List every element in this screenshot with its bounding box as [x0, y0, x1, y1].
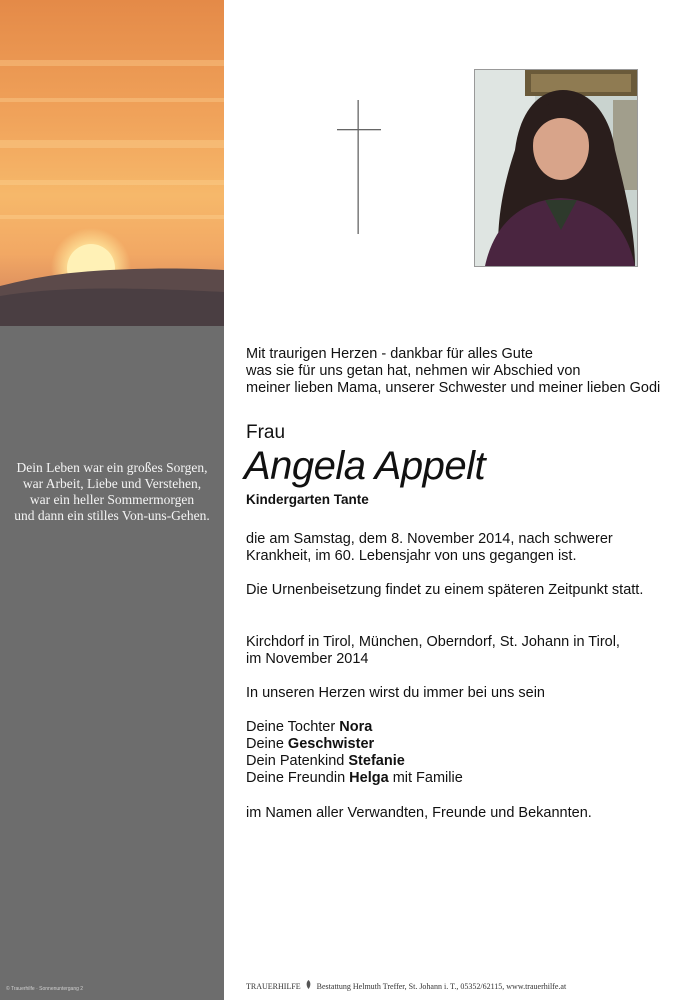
death-notice-line: die am Samstag, dem 8. November 2014, nach schwerer — [246, 531, 613, 547]
memory-text: In unseren Herzen wirst du immer bei uns sein — [246, 685, 545, 701]
intro-line: was sie für uns getan hat, nehmen wir Abschied von — [246, 363, 581, 379]
sunset-image — [0, 0, 224, 326]
portrait-photo — [474, 69, 638, 267]
deceased-name: Angela Appelt — [244, 444, 486, 488]
intro-line: meiner lieben Mama, unserer Schwester und meiner lieben Godi — [246, 380, 661, 396]
mourners-list — [246, 719, 463, 787]
intro-line: Mit traurigen Herzen - dankbar für alles Gute — [246, 346, 533, 362]
death-notice — [246, 531, 613, 565]
leaf-icon — [305, 980, 312, 991]
mourner-line: Deine Geschwister — [246, 736, 375, 752]
poem-line: war ein heller Sommermorgen — [29, 492, 195, 507]
intro-text — [246, 346, 660, 397]
places-line: Kirchdorf in Tirol, München, Oberndorf, St. Johann in Tirol, — [246, 634, 620, 650]
closing-line — [246, 805, 592, 822]
sidebar-panel — [0, 0, 224, 1000]
poem-line: und dann ein stilles Von-uns-Gehen. — [14, 508, 210, 523]
mourner-line: Dein Patenkind Stefanie — [246, 753, 405, 769]
mourner-line: Deine Tochter Nora — [246, 719, 373, 735]
image-credit: © Trauerhilfe · Sonnenuntergang 2 — [6, 986, 84, 992]
cross-icon — [337, 100, 381, 234]
salutation: Frau — [246, 422, 286, 443]
footer — [246, 980, 566, 991]
poem-line: war Arbeit, Liebe und Verstehen, — [22, 476, 202, 491]
deceased-occupation: Kindergarten Tante — [246, 492, 369, 507]
memorial-poem — [0, 460, 224, 524]
death-notice-line: Krankheit, im 60. Lebensjahr von uns gegangen ist. — [246, 548, 577, 564]
poem-line: Dein Leben war ein großes Sorgen, — [16, 460, 208, 475]
burial-notice-line: Die Urnenbeisetzung findet zu einem späteren Zeitpunkt statt. — [246, 582, 644, 598]
memory-line — [246, 685, 545, 702]
closing-text: im Namen aller Verwandten, Freunde und Bekannten. — [246, 805, 592, 821]
date-line: im November 2014 — [246, 651, 369, 667]
places-and-date — [246, 634, 620, 668]
mourner-line: Deine Freundin Helga mit Familie — [246, 770, 463, 786]
footer-text: Bestattung Helmuth Treffer, St. Johann i. T., 05352/62115, www.trauerhilfe.at — [316, 982, 567, 991]
burial-notice — [246, 582, 643, 599]
footer-brand: TRAUERHILFE — [246, 982, 301, 991]
